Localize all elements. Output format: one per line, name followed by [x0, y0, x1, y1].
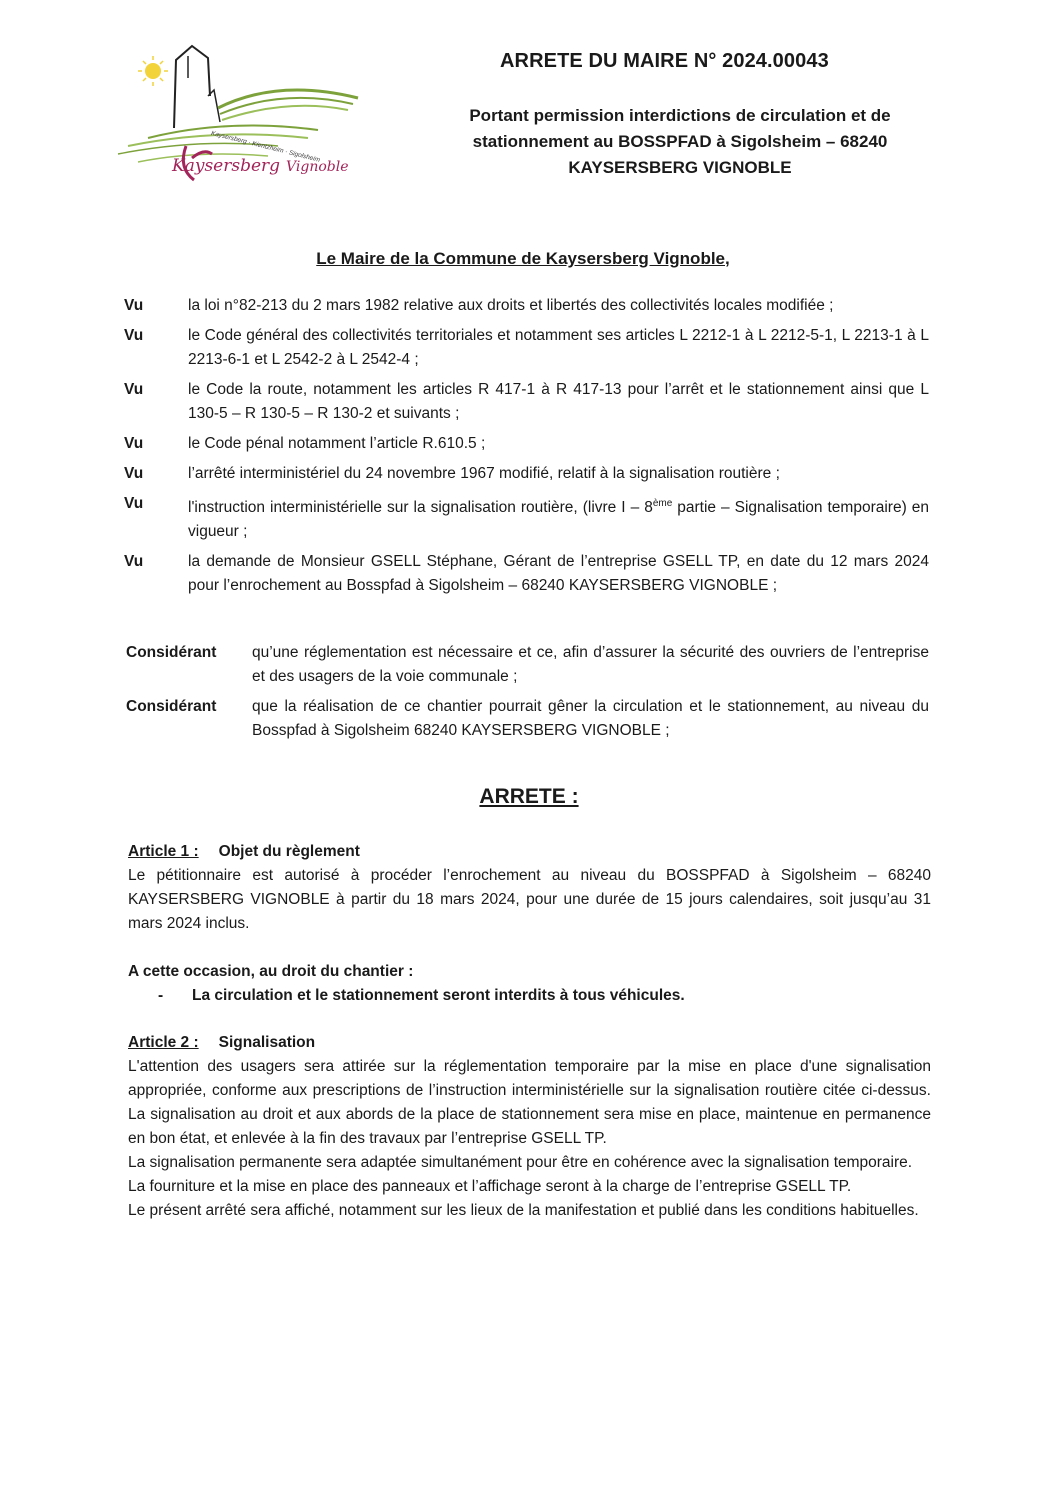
- vu-item: [124, 550, 929, 598]
- logo-name-main: Kaysersberg: [172, 156, 281, 176]
- subtitle-line: Portant permission interdictions de circulation et de: [469, 106, 891, 125]
- considerant-item: [126, 695, 929, 743]
- vu-item: [124, 492, 929, 544]
- considerant-text: qu’une réglementation est nécessaire et ce, afin d’assurer la sécurité des ouvriers de l’entreprise et des usagers de la voie communale ;: [252, 644, 929, 685]
- vu-text: [188, 492, 929, 544]
- vu-text-part: l'instruction interministérielle sur la signalisation routière, (livre I – 8: [188, 499, 653, 517]
- mayor-heading: [0, 249, 1058, 269]
- subtitle-line: stationnement au BOSSPFAD à Sigolsheim – 68240: [472, 132, 888, 151]
- logo-name: [172, 156, 349, 176]
- article-number: Article 2 :: [128, 1034, 199, 1051]
- vu-text: la demande de Monsieur GSELL Stéphane, Gérant de l’entreprise GSELL TP, en date du 12 mars 2024 pour l’enrochement au Bosspfad à Sigolsheim – 68240 KAYSERSBERG VIGNOBLE ;: [188, 553, 929, 595]
- article-2: [128, 1031, 931, 1223]
- article-paragraph: La signalisation permanente sera adaptée simultanément pour être en cohérence avec la signalisation temporaire.: [128, 1154, 913, 1171]
- vu-text-part: partie – Signalisation temporaire) en vigueur ;: [188, 499, 929, 541]
- arrete-heading: [0, 785, 1058, 809]
- decree-title: ARRETE DU MAIRE N° 2024.00043: [500, 50, 829, 72]
- vu-item: [124, 462, 929, 486]
- vu-text: l’arrêté interministériel du 24 novembre 1967 modifié, relatif à la signalisation routière ;: [188, 465, 780, 482]
- considerant-label: Considérant: [126, 698, 217, 715]
- decree-subtitle: [405, 103, 955, 181]
- logo-name-sub: Vignoble: [286, 159, 349, 175]
- article-title: Objet du règlement: [218, 843, 360, 860]
- vu-label: Vu: [124, 465, 144, 482]
- vu-item: [124, 378, 929, 426]
- article-title: Signalisation: [218, 1034, 316, 1051]
- vu-label: Vu: [124, 327, 144, 344]
- vu-label: Vu: [124, 435, 144, 452]
- article-paragraph: Le présent arrêté sera affiché, notamment sur les lieux de la manifestation et publié dans les conditions habituelles.: [128, 1202, 919, 1219]
- vu-text: le Code pénal notamment l’article R.610.5 ;: [188, 435, 486, 452]
- subtitle-line: KAYSERSBERG VIGNOBLE: [568, 158, 792, 177]
- article-bullet: [128, 984, 931, 1008]
- vu-item: [124, 294, 929, 318]
- vu-label: Vu: [124, 553, 144, 571]
- article-1: [128, 840, 931, 1008]
- mayor-heading-text: Le Maire de la Commune de Kaysersberg Vignoble,: [316, 249, 730, 268]
- article-paragraph: La fourniture et la mise en place des panneaux et l’affichage seront à la charge de l’entreprise GSELL TP.: [128, 1178, 852, 1195]
- arrete-heading-text: ARRETE :: [479, 785, 579, 808]
- vu-text: le Code la route, notamment les articles R 417-1 à R 417-13 pour l’arrêt et le stationnement ainsi que L 130-5 – R 130-5 – R 130-2 et suivants ;: [188, 381, 929, 422]
- bullet-dash: -: [158, 987, 164, 1004]
- vu-superscript: ème: [652, 498, 673, 509]
- vu-item: [124, 432, 929, 456]
- vu-label: Vu: [124, 297, 144, 314]
- considerant-item: [126, 641, 929, 689]
- article-number: Article 1 :: [128, 843, 199, 860]
- considerant-list: [126, 641, 929, 749]
- article-occasion: A cette occasion, au droit du chantier :: [128, 963, 414, 980]
- vu-text: le Code général des collectivités territoriales et notamment ses articles L 2212-1 à L 2212-5-1, L 2213-1 à L 2213-6-1 et L 2542-2 à L 2542-4 ;: [188, 327, 929, 368]
- vu-label: Vu: [124, 381, 144, 398]
- considerant-text: que la réalisation de ce chantier pourrait gêner la circulation et le stationnement, au niveau du Bosspfad à Sigolsheim 68240 KAYSERSBERG VIGNOBLE ;: [252, 698, 929, 739]
- vu-list: [124, 294, 929, 604]
- considerant-label: Considérant: [126, 644, 217, 661]
- article-heading: [128, 1031, 931, 1055]
- vu-item: [124, 324, 929, 372]
- kaysersberg-vignoble-logo: [108, 38, 368, 188]
- vu-text: la loi n°82-213 du 2 mars 1982 relative aux droits et libertés des collectivités locales modifiée ;: [188, 297, 834, 314]
- article-body: Le pétitionnaire est autorisé à procéder l’enrochement au niveau du BOSSPFAD à Sigolsheim – 68240 KAYSERSBERG VIGNOBLE à partir du 18 mars 2024, pour une durée de 15 jours calendaires, soit jusqu’au 31 mars 2024 inclus.: [128, 867, 931, 932]
- logo-villages-text: Kaysersberg · Kientzheim · Sigolsheim: [210, 130, 321, 164]
- article-heading: [128, 840, 931, 864]
- vu-label: Vu: [124, 495, 144, 512]
- article-paragraph: L'attention des usagers sera attirée sur la réglementation temporaire par la mise en place d'une signalisation appropriée, conforme aux prescriptions de l’instruction interministérielle sur la signalisation routière citée ci-dessus. La signalisation au droit et aux abords de la place de stationnement sera mise en place, maintenue en permanence en bon état, et enlevée à la fin des travaux par l’entreprise GSELL TP.: [128, 1058, 931, 1147]
- bullet-text: La circulation et le stationnement seront interdits à tous véhicules.: [192, 987, 685, 1004]
